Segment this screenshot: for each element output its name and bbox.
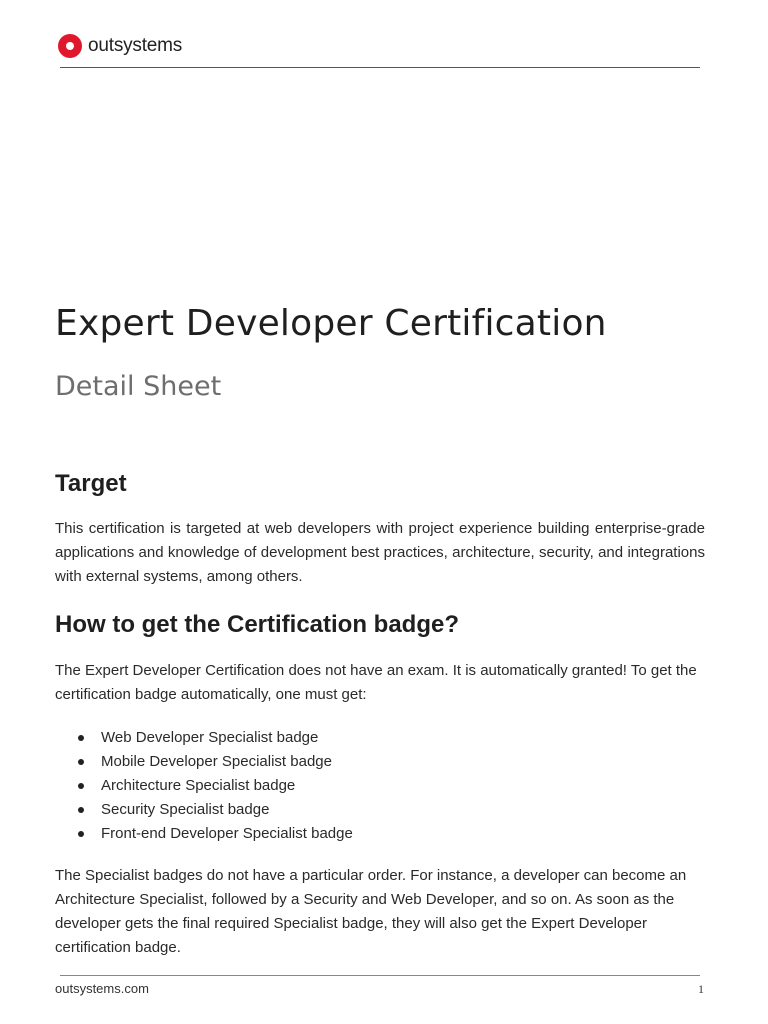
outsystems-logo-icon bbox=[58, 34, 82, 58]
logo-wordmark: outsystems bbox=[88, 35, 183, 56]
footer-site-link[interactable]: outsystems.com bbox=[55, 981, 149, 996]
bullet-icon bbox=[78, 831, 84, 837]
document-title: Expert Developer Certification bbox=[55, 303, 607, 344]
section-heading-how-to-get-badge: How to get the Certification badge? bbox=[55, 611, 460, 638]
list-item-label: Front-end Developer Specialist badge bbox=[101, 825, 353, 842]
list-item-label: Mobile Developer Specialist badge bbox=[101, 753, 332, 770]
badge-order-paragraph: The Specialist badges do not have a particular order. For instance, a developer can become an Architecture Specialist, followed by a Security and Web Developer, and so on. As soon as the developer gets the final required Specialist badge, they will also get the Expert Developer certification badge. bbox=[55, 867, 687, 956]
list-item-label: Web Developer Specialist badge bbox=[101, 729, 319, 746]
required-badges-list bbox=[78, 726, 353, 846]
page-number: 1 bbox=[698, 982, 704, 996]
page-header bbox=[58, 34, 700, 68]
list-item bbox=[78, 798, 353, 822]
bullet-icon bbox=[78, 783, 84, 789]
section-heading-target: Target bbox=[55, 470, 127, 497]
list-item bbox=[78, 774, 353, 798]
header-divider bbox=[60, 67, 700, 68]
list-item bbox=[78, 726, 353, 750]
how-intro-paragraph: The Expert Developer Certification does not have an exam. It is automatically granted! To get the certification badge automatically, one must get: bbox=[55, 662, 697, 703]
bullet-icon bbox=[78, 759, 84, 765]
list-item-label: Architecture Specialist badge bbox=[101, 777, 296, 794]
footer-divider bbox=[60, 975, 700, 976]
list-item-label: Security Specialist badge bbox=[101, 801, 270, 818]
list-item bbox=[78, 750, 353, 774]
target-paragraph: This certification is targeted at web developers with project experience building enterprise-grade applications and knowledge of development best practices, architecture, security, and integrations with external systems, among others. bbox=[55, 520, 705, 585]
document-subtitle: Detail Sheet bbox=[55, 371, 222, 402]
brand-logo bbox=[58, 34, 182, 58]
list-item bbox=[78, 822, 353, 846]
bullet-icon bbox=[78, 735, 84, 741]
bullet-icon bbox=[78, 807, 84, 813]
